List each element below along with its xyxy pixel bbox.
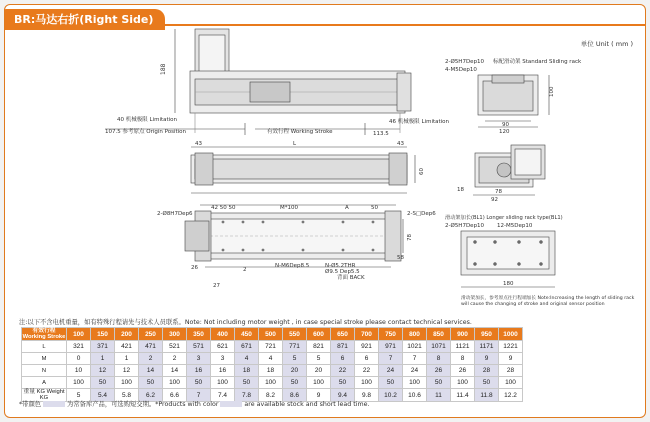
- table-cell: 1221: [499, 341, 523, 353]
- dim-27: 27: [213, 283, 220, 289]
- long-rack-view: [461, 231, 555, 287]
- table-cell: 12: [91, 365, 115, 377]
- standard-rack-label: 标配滑动架 Standard Sliding rack: [493, 59, 582, 65]
- table-cell: 8: [451, 353, 475, 365]
- dim-113: 113.5: [373, 131, 389, 137]
- table-cell: 18: [259, 365, 283, 377]
- table-cell: 371: [91, 341, 115, 353]
- table-cell: 771: [283, 341, 307, 353]
- spec-sheet: [4, 4, 646, 418]
- table-cell: 971: [379, 341, 403, 353]
- table-cell: 100: [67, 377, 91, 389]
- table-cell: 5: [67, 389, 91, 402]
- table-cell: 3: [211, 353, 235, 365]
- table-cell: 850: [427, 328, 451, 341]
- table-row: [22, 377, 523, 389]
- table-cell: 20: [283, 365, 307, 377]
- long-rack-note: 滑动架加长，参考原点往行程端加长 Note:Increasing the length of sliding rack will cause the changing of stroke and original sensor position: [461, 296, 635, 307]
- table-cell: 7: [187, 389, 211, 402]
- table-cell: 50: [283, 377, 307, 389]
- row-label: N: [22, 365, 67, 377]
- dim-18: 18: [457, 187, 464, 193]
- table-cell: 100: [499, 377, 523, 389]
- stock-swatch-2: [220, 401, 242, 407]
- counterbore: Ø9.5 Dep5.5: [325, 269, 360, 275]
- table-cell: 300: [163, 328, 187, 341]
- table-cell: 10.6: [403, 389, 427, 402]
- table-cell: 921: [355, 341, 379, 353]
- table-cell: 16: [187, 365, 211, 377]
- table-cell: 9: [475, 353, 499, 365]
- dim-43-left: 43: [195, 141, 202, 147]
- table-cell: 50: [235, 377, 259, 389]
- table-cell: 400: [211, 328, 235, 341]
- dim-43-right: 43: [397, 141, 404, 147]
- table-cell: 950: [475, 328, 499, 341]
- table-cell: 28: [475, 365, 499, 377]
- table-cell: 16: [211, 365, 235, 377]
- table-cell: 10.2: [379, 389, 403, 402]
- table-cell: 1: [115, 353, 139, 365]
- table-cell: 871: [331, 341, 355, 353]
- table-cell: 12.2: [499, 389, 523, 402]
- table-cell: 471: [139, 341, 163, 353]
- table-cell: 18: [235, 365, 259, 377]
- hole-n-5: N-Ø5.2THR: [325, 263, 356, 269]
- spec-table: [21, 327, 523, 402]
- table-cell: 8.2: [259, 389, 283, 402]
- table-cell: 4: [259, 353, 283, 365]
- table-cell: 0: [67, 353, 91, 365]
- dim-78: 78: [495, 189, 502, 195]
- table-cell: 11: [427, 389, 451, 402]
- table-cell: 9: [307, 389, 331, 402]
- dim-26: 26: [191, 265, 198, 271]
- long-rack-label: 滑动架加长(BL1) Longer sliding rack type(BL1): [445, 215, 563, 221]
- table-cell: 1: [91, 353, 115, 365]
- table-cell: 9.8: [355, 389, 379, 402]
- bottom-view: [185, 205, 403, 267]
- footnote-end: are available stock and short lead time.: [244, 401, 370, 408]
- dim-60: 60: [419, 168, 425, 175]
- table-cell: 671: [235, 341, 259, 353]
- table-cell: 22: [355, 365, 379, 377]
- table-cell: 100: [451, 377, 475, 389]
- table-cell: 900: [451, 328, 475, 341]
- table-cell: 50: [91, 377, 115, 389]
- dim-180: 180: [503, 281, 514, 287]
- table-cell: 500: [259, 328, 283, 341]
- table-cell: 22: [331, 365, 355, 377]
- hole-12-m5: 12-M5Dep10: [497, 223, 533, 229]
- table-cell: 100: [115, 377, 139, 389]
- dims-top: 42 50 50: [211, 205, 236, 211]
- table-cell: 11.4: [451, 389, 475, 402]
- dim-2: 2: [243, 267, 247, 273]
- dim-120: 120: [499, 129, 510, 135]
- table-cell: 24: [403, 365, 427, 377]
- table-cell: 800: [403, 328, 427, 341]
- table-cell: 450: [235, 328, 259, 341]
- table-cell: 1000: [499, 328, 523, 341]
- table-cell: 6.2: [139, 389, 163, 402]
- stock-footnote: [19, 399, 369, 408]
- row-label: M: [22, 353, 67, 365]
- dim-78b: 78: [407, 234, 413, 241]
- table-cell: 14: [139, 365, 163, 377]
- table-cell: 26: [451, 365, 475, 377]
- dim-A: A: [345, 205, 349, 211]
- table-cell: 26: [427, 365, 451, 377]
- table-cell: 7: [379, 353, 403, 365]
- table-cell: 9.4: [331, 389, 355, 402]
- dim-188: 188: [160, 63, 167, 75]
- table-cell: 2: [163, 353, 187, 365]
- table-cell: 5: [283, 353, 307, 365]
- table-cell: 600: [307, 328, 331, 341]
- footnote-middle: 为常备库产品，可选购短交期。*Products with color: [67, 401, 219, 408]
- table-cell: 20: [307, 365, 331, 377]
- back-label: 背面 BACK: [337, 275, 365, 281]
- table-cell: 700: [355, 328, 379, 341]
- hole-n-m6: N-M6Dep8.5: [275, 263, 310, 269]
- row-label: 重量 KG Weight KG: [23, 389, 65, 401]
- hole-2-5h7b: 2-Ø5H7Dep10: [445, 223, 485, 229]
- table-cell: 5: [307, 353, 331, 365]
- table-cell: 421: [115, 341, 139, 353]
- table-cell: 28: [499, 365, 523, 377]
- hole-2-8h7: 2-Ø8H7Dep6: [157, 211, 193, 217]
- table-cell: 550: [283, 328, 307, 341]
- table-cell: 100: [67, 328, 91, 341]
- dim-50: 50: [371, 205, 378, 211]
- table-cell: 50: [187, 377, 211, 389]
- table-cell: 5.4: [91, 389, 115, 402]
- table-cell: 6.6: [163, 389, 187, 402]
- table-cell: 11.8: [475, 389, 499, 402]
- row-label: A: [22, 377, 67, 389]
- table-cell: 12: [115, 365, 139, 377]
- table-cell: 100: [259, 377, 283, 389]
- dim-m100: M*100: [280, 205, 298, 211]
- table-cell: 100: [307, 377, 331, 389]
- dim-40-limit: 40 机械极限 Limitation: [117, 117, 178, 123]
- table-cell: 250: [139, 328, 163, 341]
- table-cell: 3: [187, 353, 211, 365]
- table-cell: 8.6: [283, 389, 307, 402]
- section-title: BR:马达右折(Right Side): [4, 9, 165, 30]
- table-cell: 1171: [475, 341, 499, 353]
- table-cell: 7.4: [211, 389, 235, 402]
- middle-view: [191, 147, 415, 193]
- table-cell: 1121: [451, 341, 475, 353]
- table-cell: 150: [91, 328, 115, 341]
- table-cell: 100: [355, 377, 379, 389]
- table-cell: 50: [475, 377, 499, 389]
- table-cell: 2: [139, 353, 163, 365]
- table-cell: 200: [115, 328, 139, 341]
- stock-swatch: [43, 401, 65, 407]
- technical-drawing: [5, 5, 645, 315]
- table-cell: 8: [427, 353, 451, 365]
- end-view-top: [478, 75, 549, 127]
- table-cell: 1021: [403, 341, 427, 353]
- table-cell: 571: [187, 341, 211, 353]
- unit-label: 单位 Unit ( mm ): [580, 40, 633, 48]
- table-cell: 9: [499, 353, 523, 365]
- table-cell: 621: [211, 341, 235, 353]
- dim-L: L: [293, 141, 297, 147]
- table-header-row: [22, 328, 523, 341]
- table-row: [22, 341, 523, 353]
- table-row: [22, 365, 523, 377]
- table-cell: 50: [379, 377, 403, 389]
- dim-origin: 107.5 参考原点 Origin Position: [105, 129, 187, 135]
- table-cell: 5.8: [115, 389, 139, 402]
- table-cell: 4: [235, 353, 259, 365]
- end-view-middle: [473, 145, 545, 195]
- table-cell: 7.8: [235, 389, 259, 402]
- hole-2-5h7: 2-Ø5H7Dep10: [445, 59, 485, 65]
- dim-90: 90: [502, 122, 509, 128]
- table-cell: 24: [379, 365, 403, 377]
- dim-92: 92: [491, 197, 498, 203]
- table-cell: 100: [163, 377, 187, 389]
- table-cell: 521: [163, 341, 187, 353]
- table-cell: 50: [139, 377, 163, 389]
- table-cell: 7: [403, 353, 427, 365]
- dim-100: 100: [549, 86, 555, 97]
- table-cell: 10: [67, 365, 91, 377]
- table-note: 注:以下不含电机重量，如有特殊行程请先与技术人员联系。Note: Not including motor weight , in case special stroke please contact technical services.: [19, 319, 472, 326]
- hole-4-m5: 4-M5Dep10: [445, 67, 477, 73]
- table-cell: 721: [259, 341, 283, 353]
- table-row: [22, 353, 523, 365]
- table-cell: 14: [163, 365, 187, 377]
- table-cell: 1071: [427, 341, 451, 353]
- table-cell: 100: [403, 377, 427, 389]
- table-cell: 100: [211, 377, 235, 389]
- dim-58: 58: [397, 255, 404, 261]
- row-label: L: [22, 341, 67, 353]
- row-label: 有效行程 Working Stroke: [22, 328, 66, 340]
- table-cell: 750: [379, 328, 403, 341]
- table-cell: 650: [331, 328, 355, 341]
- table-cell: 350: [187, 328, 211, 341]
- table-cell: 6: [331, 353, 355, 365]
- table-cell: 821: [307, 341, 331, 353]
- slot-2-8: 2-S□Dep6: [407, 211, 436, 217]
- table-cell: 50: [427, 377, 451, 389]
- table-cell: 6: [355, 353, 379, 365]
- working-stroke-label: 有效行程 Working Stroke: [267, 129, 333, 135]
- table-cell: 50: [331, 377, 355, 389]
- dim-46-limit: 46 机械极限 Limitation: [389, 119, 450, 125]
- table-cell: 321: [67, 341, 91, 353]
- footnote-prefix: *带颜色: [19, 401, 42, 408]
